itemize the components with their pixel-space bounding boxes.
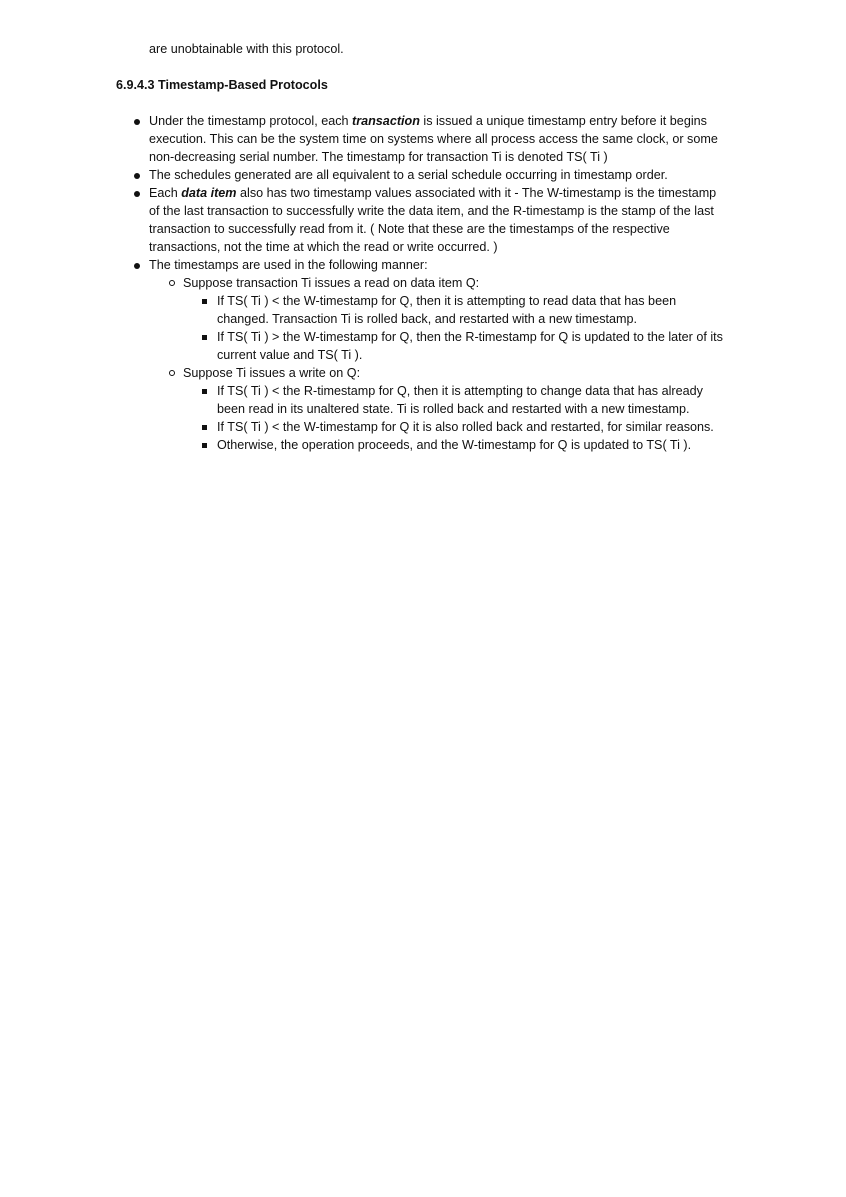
nested-bullet-list bbox=[217, 292, 729, 364]
list-item bbox=[149, 256, 729, 454]
list-item bbox=[149, 166, 729, 184]
disc-bullet-icon bbox=[134, 191, 140, 197]
square-bullet-icon bbox=[202, 335, 207, 340]
circle-bullet-icon bbox=[169, 280, 175, 286]
nested-list-item bbox=[217, 328, 729, 364]
nested-item-text: If TS( Ti ) < the R-timestamp for Q, then it is attempting to change data that has already been read in its unaltered state. Ti is rolled back and restarted with a new timestamp. bbox=[217, 384, 703, 416]
nested-list-item bbox=[217, 436, 729, 454]
nested-item-text: If TS( Ti ) < the W-timestamp for Q, then it is attempting to read data that has been changed. Transaction Ti is rolled back, and restarted with a new timestamp. bbox=[217, 294, 677, 326]
disc-bullet-icon bbox=[134, 119, 140, 125]
item-text: also has two timestamp values associated with it - The W-timestamp is the timestamp of the last transaction to successfully write the data item, and the R-timestamp is the stamp of the last transaction to successfully read from it. ( Note that these are the timestamps of the respective transactions, not the time at which the read or write occurred. ) bbox=[149, 186, 717, 254]
sub-item-text: Suppose transaction Ti issues a read on data item Q: bbox=[183, 276, 480, 290]
main-bullet-list bbox=[149, 112, 729, 454]
item-text: The timestamps are used in the following manner: bbox=[149, 258, 428, 272]
sub-bullet-list bbox=[183, 274, 729, 454]
sub-list-item bbox=[183, 364, 729, 454]
list-item bbox=[149, 184, 729, 256]
emphasis-term: data item bbox=[181, 186, 237, 200]
nested-list-item bbox=[217, 418, 729, 436]
square-bullet-icon bbox=[202, 443, 207, 448]
section-heading: 6.9.4.3 Timestamp-Based Protocols bbox=[116, 78, 328, 92]
continuation-text: are unobtainable with this protocol. bbox=[149, 42, 344, 56]
square-bullet-icon bbox=[202, 299, 207, 304]
item-text: Each bbox=[149, 186, 182, 200]
nested-item-text: If TS( Ti ) > the W-timestamp for Q, then the R-timestamp for Q is updated to the later of its current value and TS( Ti ). bbox=[217, 330, 723, 362]
disc-bullet-icon bbox=[134, 263, 140, 269]
square-bullet-icon bbox=[202, 389, 207, 394]
sub-list-item bbox=[183, 274, 729, 364]
square-bullet-icon bbox=[202, 425, 207, 430]
nested-bullet-list bbox=[217, 382, 729, 454]
circle-bullet-icon bbox=[169, 370, 175, 376]
nested-list-item bbox=[217, 382, 729, 418]
item-text: Under the timestamp protocol, each bbox=[149, 114, 353, 128]
item-text: is issued a unique timestamp entry before it begins execution. This can be the system time on systems where all process access the same clock, or some non-decreasing serial number. The timestamp for transaction Ti is denoted TS( Ti ) bbox=[149, 114, 718, 164]
nested-item-text: Otherwise, the operation proceeds, and the W-timestamp for Q is updated to TS( Ti ). bbox=[217, 438, 692, 452]
disc-bullet-icon bbox=[134, 173, 140, 179]
sub-item-text: Suppose Ti issues a write on Q: bbox=[183, 366, 361, 380]
item-text: The schedules generated are all equivalent to a serial schedule occurring in timestamp order. bbox=[149, 168, 668, 182]
emphasis-term: transaction bbox=[352, 114, 420, 128]
nested-list-item bbox=[217, 292, 729, 328]
list-item bbox=[149, 112, 729, 166]
nested-item-text: If TS( Ti ) < the W-timestamp for Q it is also rolled back and restarted, for similar reasons. bbox=[217, 420, 714, 434]
